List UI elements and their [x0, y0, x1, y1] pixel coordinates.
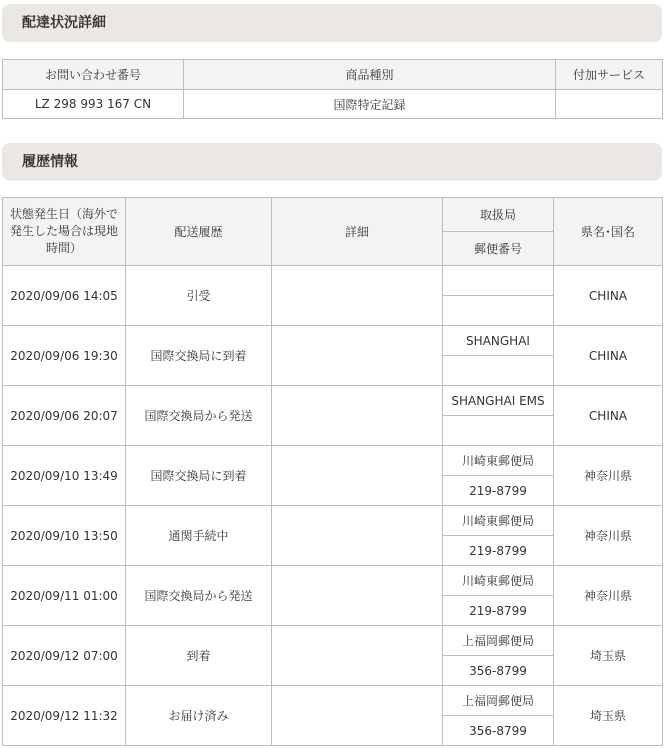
history-region: 神奈川県	[554, 506, 663, 566]
col-details: 詳細	[272, 198, 443, 266]
tracking-number: LZ 298 993 167 CN	[3, 90, 184, 119]
history-datetime: 2020/09/06 14:05	[3, 266, 126, 326]
history-postal-code	[443, 356, 554, 386]
delivery-summary-table	[2, 59, 663, 119]
history-status: 引受	[126, 266, 272, 326]
history-details	[272, 686, 443, 746]
history-datetime: 2020/09/12 11:32	[3, 686, 126, 746]
history-status: 到着	[126, 626, 272, 686]
history-office: SHANGHAI	[443, 326, 554, 356]
col-region: 県名･国名	[554, 198, 663, 266]
history-details	[272, 446, 443, 506]
history-office	[443, 266, 554, 296]
item-type: 国際特定記録	[184, 90, 556, 119]
history-postal-code: 219-8799	[443, 596, 554, 626]
history-postal-code: 219-8799	[443, 536, 554, 566]
history-datetime: 2020/09/10 13:50	[3, 506, 126, 566]
history-office: SHANGHAI EMS	[443, 386, 554, 416]
history-region: 埼玉県	[554, 686, 663, 746]
history-status: 国際交換局から発送	[126, 386, 272, 446]
history-office: 川崎東郵便局	[443, 566, 554, 596]
history-datetime: 2020/09/06 20:07	[3, 386, 126, 446]
history-details	[272, 566, 443, 626]
history-details	[272, 506, 443, 566]
history-heading: 履歴情報	[2, 143, 662, 181]
col-tracking-number: お問い合わせ番号	[3, 60, 184, 90]
history-datetime: 2020/09/06 19:30	[3, 326, 126, 386]
history-status: 国際交換局に到着	[126, 326, 272, 386]
history-office: 上福岡郵便局	[443, 686, 554, 716]
history-postal-code: 356-8799	[443, 716, 554, 746]
history-datetime: 2020/09/12 07:00	[3, 626, 126, 686]
history-datetime: 2020/09/10 13:49	[3, 446, 126, 506]
history-region: 埼玉県	[554, 626, 663, 686]
history-details	[272, 326, 443, 386]
history-details	[272, 266, 443, 326]
history-datetime: 2020/09/11 01:00	[3, 566, 126, 626]
col-extra-service: 付加サービス	[556, 60, 663, 90]
col-postal-code: 郵便番号	[443, 232, 554, 266]
history-table	[2, 197, 663, 746]
col-office: 取扱局	[443, 198, 554, 232]
history-postal-code	[443, 296, 554, 326]
history-region: CHINA	[554, 386, 663, 446]
history-office: 川崎東郵便局	[443, 446, 554, 476]
history-office: 上福岡郵便局	[443, 626, 554, 656]
col-item-type: 商品種別	[184, 60, 556, 90]
history-region: CHINA	[554, 326, 663, 386]
history-postal-code: 356-8799	[443, 656, 554, 686]
delivery-details-heading: 配達状況詳細	[2, 4, 662, 42]
history-postal-code: 219-8799	[443, 476, 554, 506]
extra-service	[556, 90, 663, 119]
history-office: 川崎東郵便局	[443, 506, 554, 536]
history-status: お届け済み	[126, 686, 272, 746]
history-region: 神奈川県	[554, 566, 663, 626]
col-status: 配送履歴	[126, 198, 272, 266]
history-postal-code	[443, 416, 554, 446]
col-datetime: 状態発生日（海外で発生した場合は現地時間）	[3, 198, 126, 266]
history-status: 国際交換局に到着	[126, 446, 272, 506]
history-status: 国際交換局から発送	[126, 566, 272, 626]
history-details	[272, 386, 443, 446]
history-status: 通関手続中	[126, 506, 272, 566]
history-region: 神奈川県	[554, 446, 663, 506]
history-region: CHINA	[554, 266, 663, 326]
history-details	[272, 626, 443, 686]
